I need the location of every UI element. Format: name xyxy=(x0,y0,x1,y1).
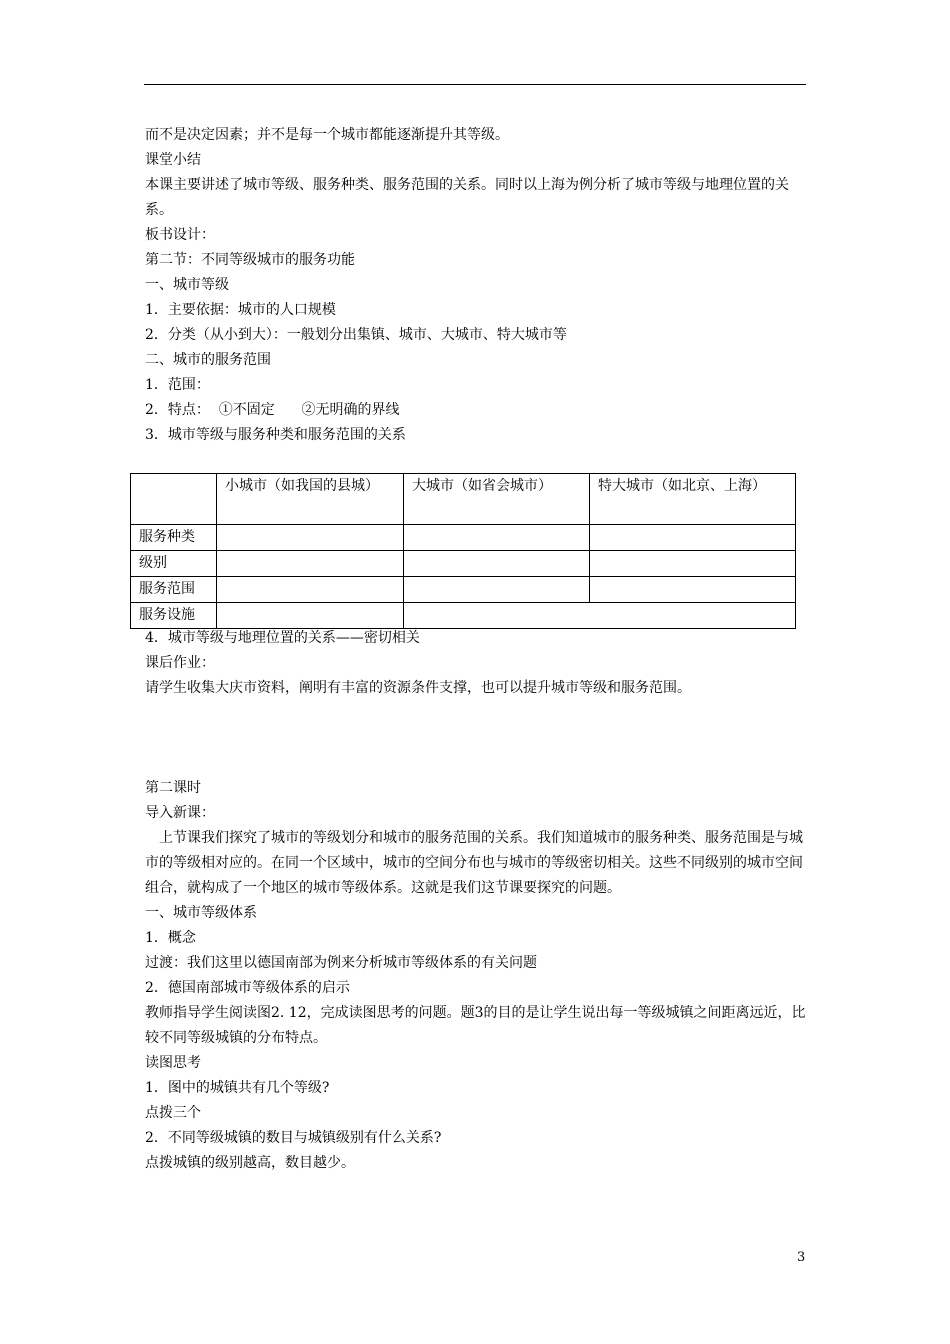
homework-label: 课后作业： xyxy=(145,655,215,671)
table-row xyxy=(131,525,796,551)
intro-label: 导入新课： xyxy=(145,805,215,821)
page-number: 3 xyxy=(797,1250,806,1265)
outline-item: 1．范围： xyxy=(145,377,210,393)
homework-text: 请学生收集大庆市资料，阐明有丰富的资源条件支撑，也可以提升城市等级和服务范围。 xyxy=(145,680,691,696)
transition-text: 过渡：我们这里以德国南部为例来分析城市等级体系的有关问题 xyxy=(145,955,537,971)
table-row-label: 服务范围 xyxy=(131,577,217,603)
table-cell xyxy=(217,577,404,603)
table-header-cell: 大城市（如省会城市） xyxy=(404,474,590,525)
outline-item: 4．城市等级与地理位置的关系——密切相关 xyxy=(145,630,420,646)
table-row-label: 服务设施 xyxy=(131,603,217,629)
lesson-title: 第二课时 xyxy=(145,780,201,796)
table-row xyxy=(131,603,796,629)
table-cell-merged xyxy=(404,603,796,629)
table-cell xyxy=(404,577,590,603)
city-level-table xyxy=(130,473,796,629)
board-design-label: 板书设计： xyxy=(145,227,215,243)
section-heading: 一、城市等级体系 xyxy=(145,905,257,921)
table-header-row xyxy=(131,474,796,525)
outline-item: 1．概念 xyxy=(145,930,196,946)
table-row xyxy=(131,577,796,603)
summary-paragraph: 本课主要讲述了城市等级、服务种类、服务范围的关系。同时以上海为例分析了城市等级与地理位置的关系。 xyxy=(145,177,789,218)
question-item: 1．图中的城镇共有几个等级? xyxy=(145,1080,330,1096)
table-cell xyxy=(404,525,590,551)
table-row-label: 服务种类 xyxy=(131,525,217,551)
outline-item: 一、城市等级 xyxy=(145,277,229,293)
outline-item: 1．主要依据：城市的人口规模 xyxy=(145,302,336,318)
table-row xyxy=(131,551,796,577)
lesson-two-text xyxy=(145,776,810,1176)
text-line: 而不是决定因素；并不是每一个城市都能逐渐提升其等级。 xyxy=(145,127,509,143)
question-item: 2．不同等级城镇的数目与城镇级别有什么关系? xyxy=(145,1130,442,1146)
reading-think-label: 读图思考 xyxy=(145,1055,201,1071)
hint-text: 点拨三个 xyxy=(145,1105,201,1121)
header-rule xyxy=(144,84,806,85)
table-cell xyxy=(590,577,796,603)
table-header-cell: 小城市（如我国的县城） xyxy=(217,474,404,525)
table-cell xyxy=(217,603,404,629)
table-row-label: 级别 xyxy=(131,551,217,577)
table-header-cell: 特大城市（如北京、上海） xyxy=(590,474,796,525)
table-cell xyxy=(217,551,404,577)
table-corner-cell xyxy=(131,474,217,525)
after-table-text xyxy=(145,626,810,701)
teacher-paragraph: 教师指导学生阅读图2. 12，完成读图思考的问题。题3的目的是让学生说出每一等级城镇之间距离远近，比较不同等级城镇的分布特点。 xyxy=(145,1005,806,1046)
outline-item: 2．德国南部城市等级体系的启示 xyxy=(145,980,350,996)
hint-text: 点拨城镇的级别越高，数目越少。 xyxy=(145,1155,355,1171)
intro-paragraph: 上节课我们探究了城市的等级划分和城市的服务范围的关系。我们知道城市的服务种类、服务范围是与城市的等级相对应的。在同一个区域中，城市的空间分布也与城市的等级密切相关。这些不同级别的城市空间组合，就构成了一个地区的城市等级体系。这就是我们这节课要探究的问题。 xyxy=(145,830,803,896)
top-text xyxy=(145,123,810,448)
section-title: 第二节：不同等级城市的服务功能 xyxy=(145,252,355,268)
table-cell xyxy=(590,551,796,577)
table-cell xyxy=(217,525,404,551)
outline-item: 3．城市等级与服务种类和服务范围的关系 xyxy=(145,427,406,443)
table-cell xyxy=(590,525,796,551)
outline-item: 二、城市的服务范围 xyxy=(145,352,271,368)
outline-item: 2．特点： ①不固定 ②无明确的界线 xyxy=(145,402,400,418)
table-cell xyxy=(404,551,590,577)
heading-class-summary: 课堂小结 xyxy=(145,152,201,168)
outline-item: 2．分类（从小到大）：一般划分出集镇、城市、大城市、特大城市等 xyxy=(145,327,567,343)
